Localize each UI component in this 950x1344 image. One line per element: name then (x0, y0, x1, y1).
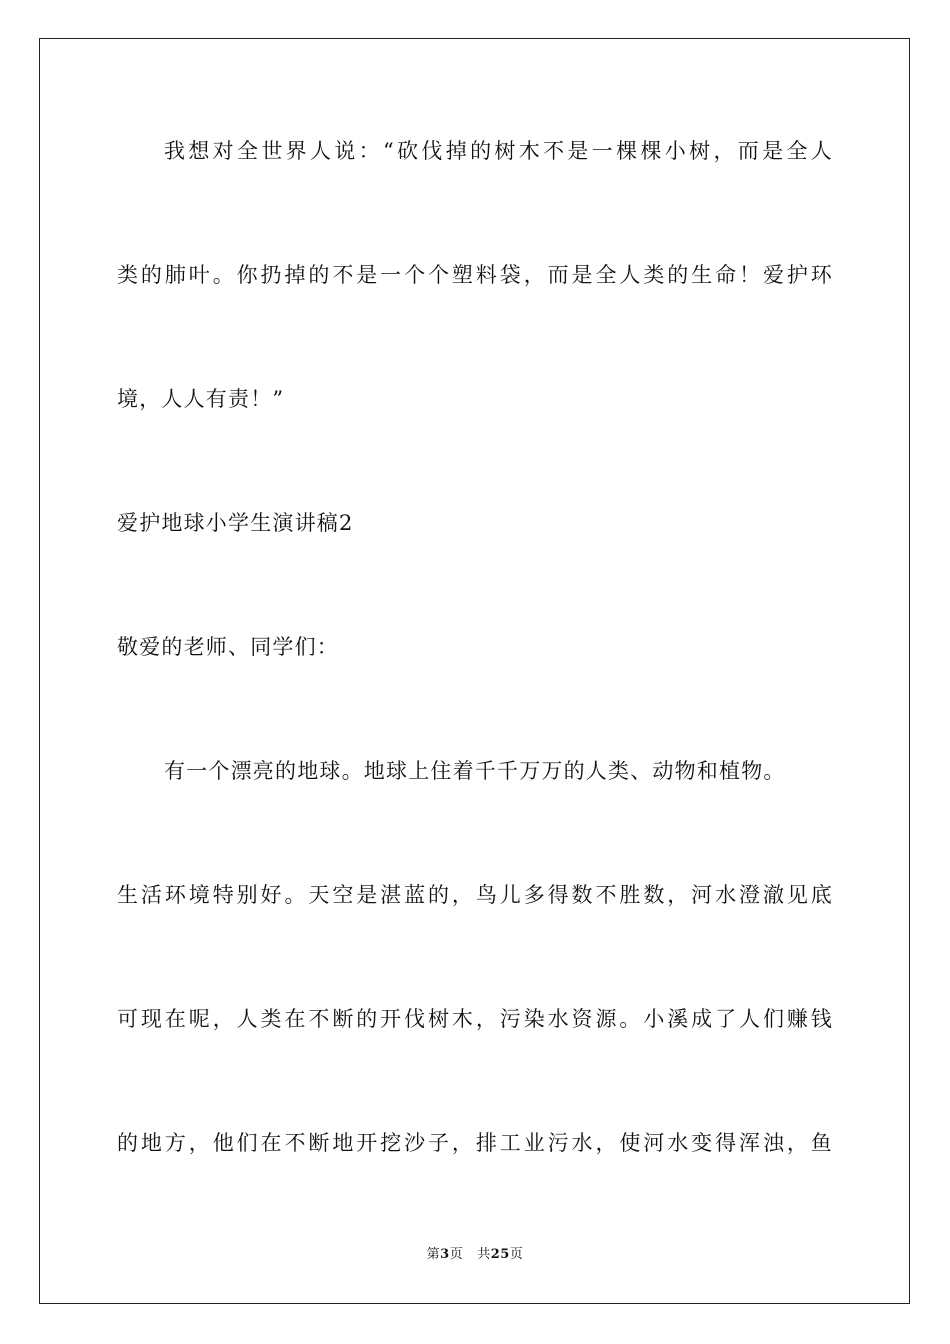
page-footer (0, 1246, 950, 1264)
page-number: 3 (440, 1247, 450, 1262)
page-suffix: 页 (449, 1247, 464, 1262)
section-heading: 爱护地球小学生演讲稿2 (117, 511, 354, 535)
paragraph-line-5: 生活环境特别好。天空是湛蓝的，鸟儿多得数不胜数，河水澄澈见底 (117, 883, 833, 907)
salutation: 敬爱的老师、同学们： (117, 635, 339, 659)
paragraph-line-3: 境，人人有责！” (117, 387, 285, 411)
total-pages: 25 (490, 1247, 510, 1262)
paragraph-line-6: 可现在呢，人类在不断的开伐树木，污染水资源。小溪成了人们赚钱 (117, 1007, 833, 1031)
paragraph-line-7: 的地方，他们在不断地开挖沙子，排工业污水，使河水变得浑浊，鱼 (117, 1131, 833, 1155)
paragraph-line-4: 有一个漂亮的地球。地球上住着千千万万的人类、动物和植物。 (164, 759, 786, 783)
total-prefix: 共 (477, 1247, 491, 1262)
paragraph-line-1: 我想对全世界人说：“砍伐掉的树木不是一棵棵小树，而是全人 (164, 139, 833, 163)
page-prefix: 第 (426, 1247, 441, 1262)
total-suffix: 页 (509, 1247, 524, 1262)
paragraph-line-2: 类的肺叶。你扔掉的不是一个个塑料袋，而是全人类的生命！爱护环 (117, 263, 833, 287)
page-border (39, 38, 910, 1304)
